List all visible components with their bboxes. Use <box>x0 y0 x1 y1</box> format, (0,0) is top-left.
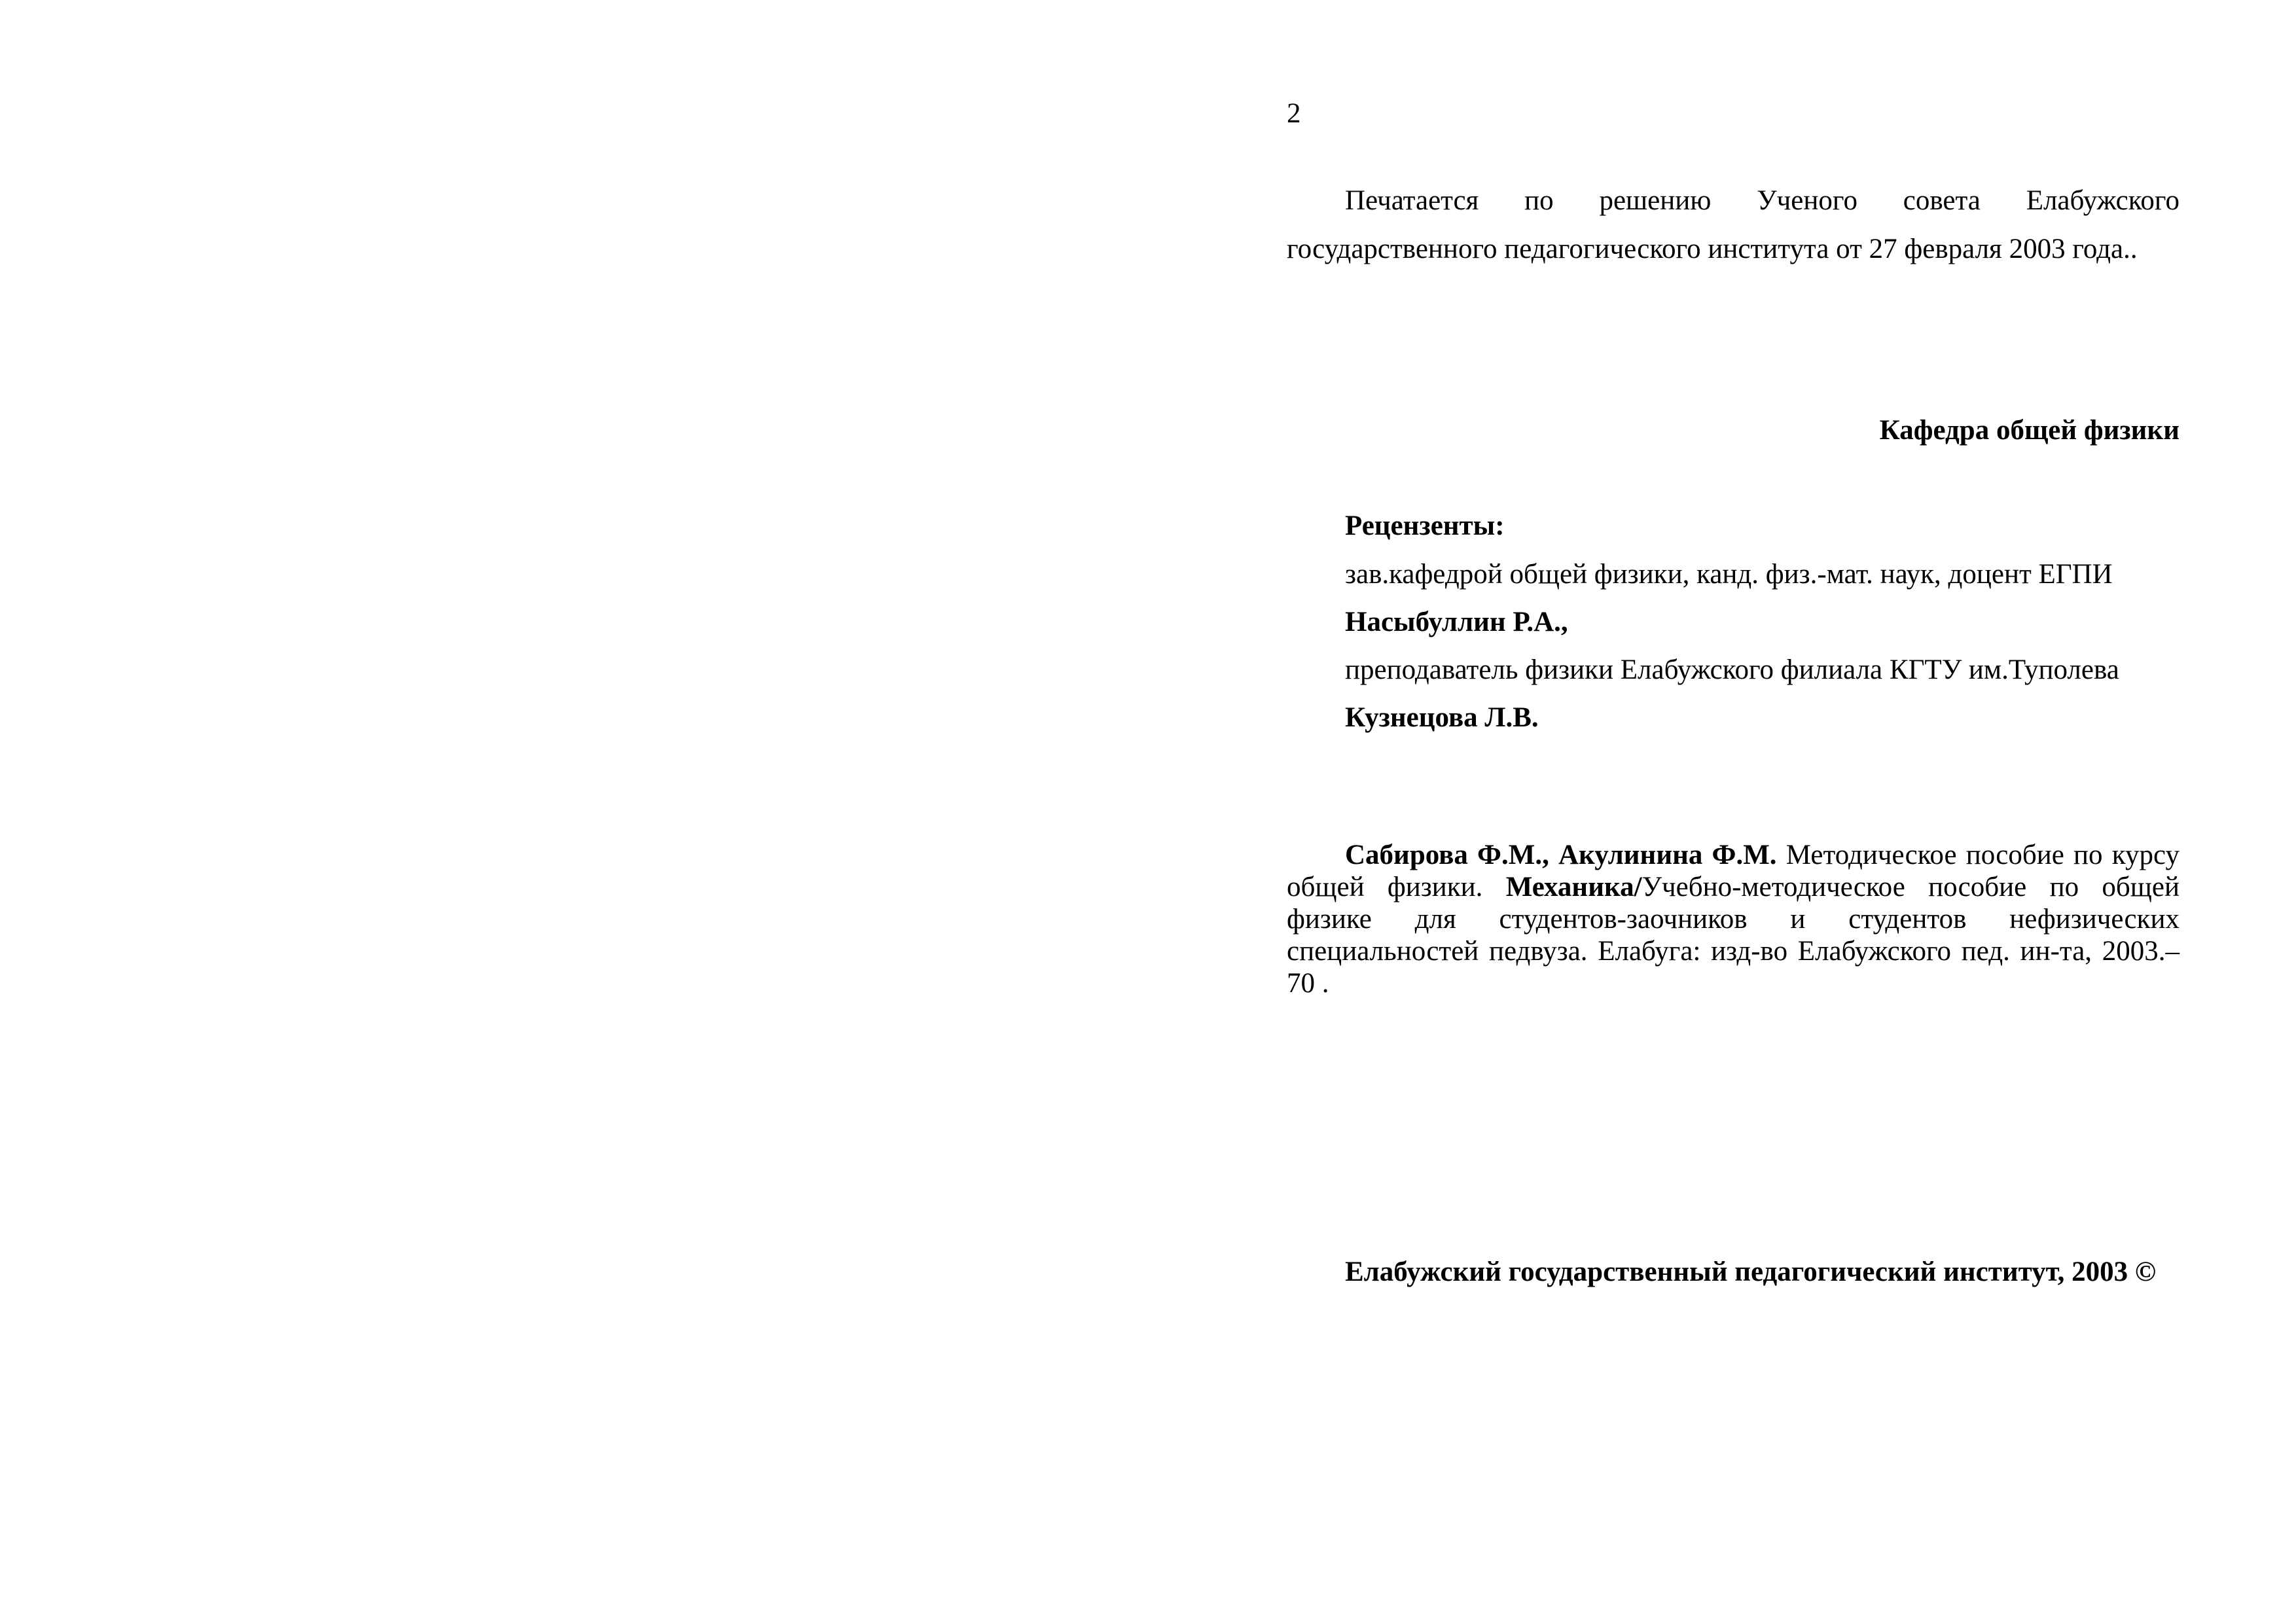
reviewers-heading: Рецензенты: <box>1345 510 1505 541</box>
citation-text-2: Учебно-методическое пособие по общей физике для студентов-заочников и студентов нефизических специальностей педвуза. Елабуга: изд-во Елабужского пед. ин-та, 2003.– 70 . <box>1287 872 2179 999</box>
citation-text-1: Методическое пособие по курсу общей физики. <box>1287 840 2179 902</box>
reviewer-2-position: преподаватель физики Елабужского филиала КГТУ им.Туполева <box>1345 654 2119 685</box>
reviewer-2-name: Кузнецова Л.В. <box>1345 702 1539 733</box>
bibliographic-citation <box>1287 839 2179 999</box>
citation-subject: Механика/ <box>1505 872 1642 902</box>
title-reverse-page <box>1148 0 2296 1623</box>
citation-authors: Сабирова Ф.М., Акулинина Ф.М. <box>1345 840 1777 870</box>
publication-decision: Печатается по решению Ученого совета Елабужского государственного педагогического института от 27 февраля 2003 года.. <box>1287 185 2179 264</box>
page-number: 2 <box>1287 98 1301 129</box>
copyright-notice: Елабужский государственный педагогический институт, 2003 © <box>1345 1257 2156 1287</box>
reviewer-1-name: Насыбуллин Р.А., <box>1345 607 1568 637</box>
department-name: Кафедра общей физики <box>1879 415 2179 446</box>
reviewer-1-position: зав.кафедрой общей физики, канд. физ.-мат. наук, доцент ЕГПИ <box>1345 559 2113 590</box>
